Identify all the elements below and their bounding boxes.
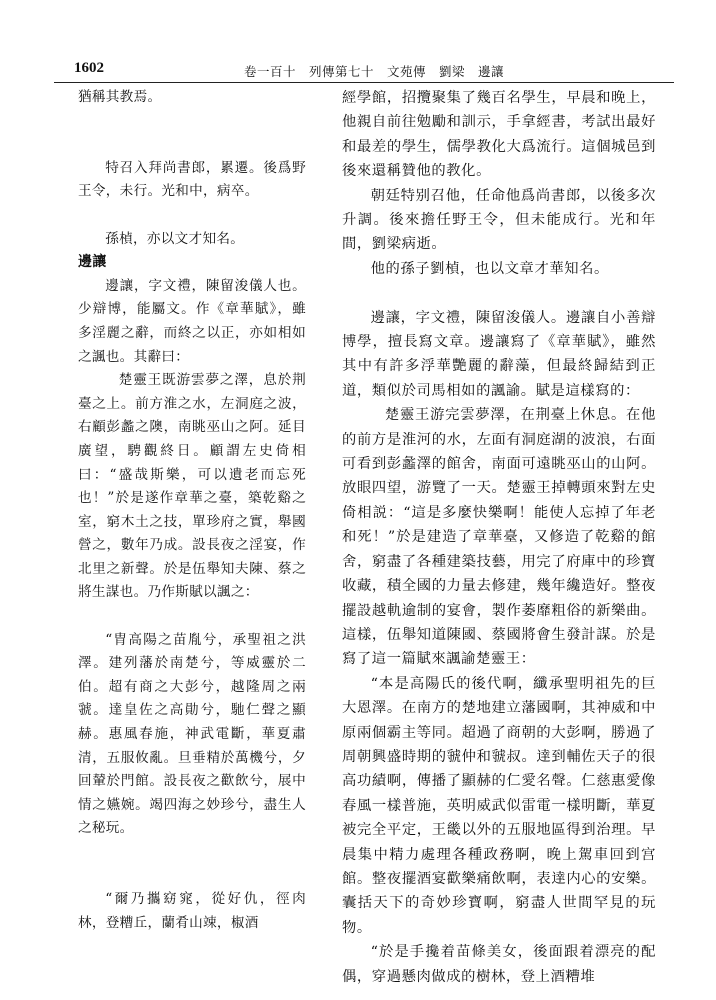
- section-heading-bian-rang: 邊讓: [78, 254, 107, 271]
- running-header: [54, 58, 674, 83]
- right-paragraph-4: 邊讓，字文禮，陳留浚儀人。邊讓自小善辯博學，擅長寫文章。邊讓寫了《章華賦》，雖然其中有許多浮華艷麗的辭藻，但最終歸結到正道，類似於司馬相如的諷諭。賦是這樣寫的：: [342, 309, 656, 399]
- left-column-classical-text: [78, 86, 306, 935]
- right-paragraph-2: 朝廷特别召他，任命他爲尚書郎，以後多次升調。後來擔任野王令，但未能成行。光和年間，劉梁病逝。: [342, 187, 656, 253]
- right-paragraph-5: 楚靈王游完雲夢澤，在荆臺上休息。在他的前方是淮河的水，左面有洞庭湖的波浪，右面可看到彭蠡澤的館舍，南面可遠眺巫山的山阿。放眼四望，游覽了一天。楚靈王掉轉頭來對左史倚相説：“這是多麼快樂啊！能使人忘掉了年老和死！”於是建造了章華臺，又修造了乾谿的館舍，窮盡了各種建築技藝，用完了府庫中的珍寶收藏，積全國的力量去修建，幾年纔造好。整夜擺設越軌逾制的宴會，製作萎靡粗俗的新樂曲。這樣，伍舉知道陳國、蔡國將會生發計謀。於是寫了這一篇賦來諷諭楚靈王：: [342, 407, 656, 668]
- right-paragraph-1: 經學館，招攬聚集了幾百名學生，早晨和晚上，他親自前往勉勵和訓示，手拿經書，考試出最好和最差的學生，儒學教化大爲流行。這個城邑到後來還稱贊他的教化。: [342, 90, 656, 180]
- left-paragraph-1: 猶稱其教焉。: [78, 89, 162, 105]
- right-column-translation: [342, 86, 656, 989]
- right-paragraph-6: “本是高陽氏的後代啊，纖承聖明祖先的巨大恩澤。在南方的楚地建立藩國啊，其神威和中原兩個霸主等同。超過了商朝的大彭啊，勝過了周朝興盛時期的虢仲和虢叔。達到輔佐天子的很高功績啊，傳播了顯赫的仁愛名聲。仁慈惠愛像春風一樣普施，英明威武似雷電一樣明斷，華夏被完全平定，王畿以外的五服地區得到治理。早晨集中精力處理各種政務啊，晚上駕車回到宫館。整夜擺酒宴歡樂痛飲啊，表達内心的安樂。囊括天下的奇妙珍寶啊，窮盡人世間罕見的玩物。: [342, 675, 656, 936]
- left-paragraph-3: 孫楨，亦以文才知名。: [105, 230, 245, 247]
- right-paragraph-7: “於是手攙着苗條美女，後面跟着漂亮的配偶，穿過懸肉做成的樹林，登上酒糟堆: [342, 944, 656, 985]
- right-paragraph-3: 他的孫子劉楨，也以文章才華知名。: [370, 260, 609, 277]
- running-title: 卷一百十 列傳第七十 文苑傳 劉梁 邊讓: [244, 64, 505, 79]
- left-paragraph-4: 邊讓，字文禮，陳留浚儀人也。少辯博，能屬文。作《章華賦》，雖多淫麗之辭，而終之以正，亦如相如之諷也。其辭曰：: [78, 277, 306, 365]
- page-number: 1602: [74, 60, 104, 76]
- left-paragraph-5: 楚靈王既游雲夢之澤，息於荆臺之上。前方淮之水，左洞庭之波，右顧彭蠡之隩，南眺巫山之阿。延目廣望，騁觀終日。顧謂左史倚相曰：“盛哉斯樂，可以遺老而忘死也！”於是遂作章華之臺，築乾谿之室，窮木土之技，單珍府之實，舉國營之，數年乃成。設長夜之淫宴，作北里之新聲。於是伍舉知夫陳、蔡之將生謀也。乃作斯賦以諷之：: [78, 372, 306, 601]
- left-paragraph-7: “爾乃攜窈窕，從好仇，徑肉林，登糟丘，蘭肴山竦，椒酒: [78, 891, 306, 931]
- left-paragraph-2: 特召入拜尚書郎，累遷。後爲野王令，未行。光和中，病卒。: [78, 159, 306, 200]
- left-paragraph-6: “胄高陽之苗胤兮，承聖祖之洪澤。建列藩於南楚兮，等威靈於二伯。超有商之大彭兮，越隆周之兩虢。達皇佐之高勛兮，馳仁聲之顯赫。惠風春施，神武電斷，華夏肅清，五服攸亂。旦垂精於萬機兮，夕回輦於門館。設長夜之歡飲兮，展中情之嬿婉。竭四海之妙珍兮，盡生人之秘玩。: [78, 631, 306, 837]
